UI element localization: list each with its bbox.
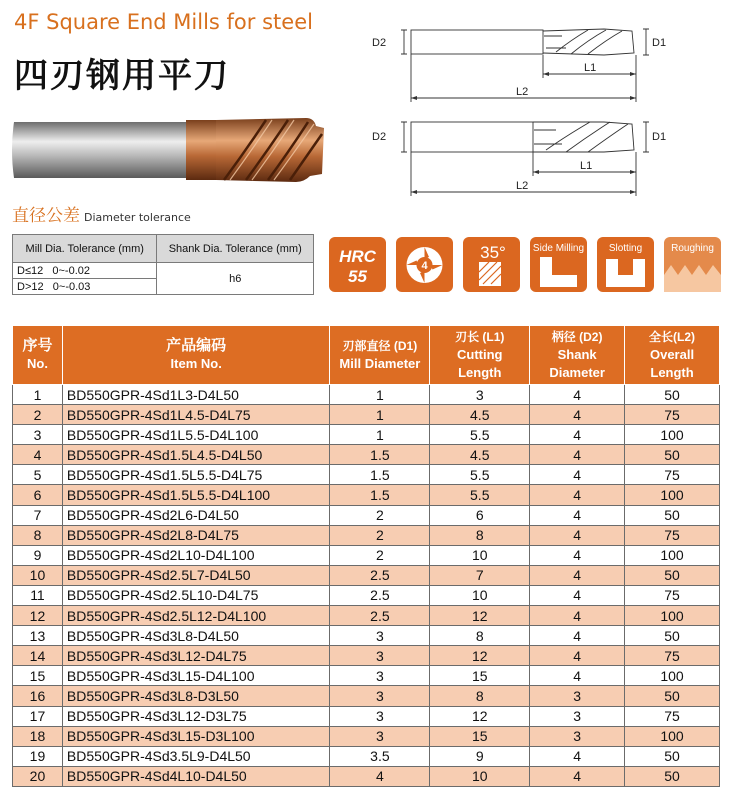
cell-no: 4 xyxy=(13,445,63,465)
cell-no: 18 xyxy=(13,726,63,746)
cell-l1: 10 xyxy=(430,766,530,786)
roughing-icon xyxy=(664,237,721,292)
cell-no: 3 xyxy=(13,425,63,445)
header-l2-zh: 全长(L2) xyxy=(649,330,696,344)
cell-item: BD550GPR-4Sd3L12-D3L75 xyxy=(62,706,330,726)
table-row xyxy=(13,585,720,605)
cell-d1: 3 xyxy=(330,706,430,726)
cell-l1: 6 xyxy=(430,505,530,525)
cell-l1: 8 xyxy=(430,626,530,646)
side-milling-icon xyxy=(530,237,587,292)
cell-d2: 4 xyxy=(530,485,625,505)
cell-l2: 100 xyxy=(625,606,720,626)
header-no-zh: 序号 xyxy=(22,337,53,354)
header-no-en: No. xyxy=(26,356,48,371)
cell-item: BD550GPR-4Sd3L8-D3L50 xyxy=(62,686,330,706)
cell-l1: 5.5 xyxy=(430,485,530,505)
header-d2 xyxy=(530,326,625,385)
header-l2-en1: Overall xyxy=(649,347,695,362)
cell-d2: 4 xyxy=(530,666,625,686)
cell-d2: 4 xyxy=(530,465,625,485)
cell-item: BD550GPR-4Sd2.5L7-D4L50 xyxy=(62,565,330,585)
cell-l2: 50 xyxy=(625,385,720,405)
cell-no: 2 xyxy=(13,405,63,425)
cell-no: 14 xyxy=(13,646,63,666)
shank-tolerance-value: h6 xyxy=(157,263,314,295)
cell-d2: 3 xyxy=(530,726,625,746)
cell-l1: 10 xyxy=(430,545,530,565)
cell-d2: 4 xyxy=(530,746,625,766)
header-item xyxy=(62,326,330,385)
cell-item: BD550GPR-4Sd2.5L12-D4L100 xyxy=(62,606,330,626)
diagram2-d1-label: D1 xyxy=(652,131,667,143)
cell-d2: 4 xyxy=(530,766,625,786)
cell-no: 16 xyxy=(13,686,63,706)
header-d1 xyxy=(330,326,430,385)
cell-item: BD550GPR-4Sd4L10-D4L50 xyxy=(62,766,330,786)
cell-d1: 2.5 xyxy=(330,585,430,605)
cell-item: BD550GPR-4Sd2L10-D4L100 xyxy=(62,545,330,565)
cell-d1: 3.5 xyxy=(330,746,430,766)
cell-d1: 1 xyxy=(330,385,430,405)
cell-l2: 50 xyxy=(625,626,720,646)
cell-d1: 3 xyxy=(330,686,430,706)
cell-d2: 3 xyxy=(530,686,625,706)
diagram1-d1-label: D1 xyxy=(652,37,667,49)
cell-d1: 2 xyxy=(330,545,430,565)
cell-no: 11 xyxy=(13,585,63,605)
roughing-label: Roughing xyxy=(671,243,714,254)
hrc-text: HRC xyxy=(339,247,376,266)
cell-item: BD550GPR-4Sd1.5L5.5-D4L100 xyxy=(62,485,330,505)
cell-d2: 4 xyxy=(530,545,625,565)
cell-item: BD550GPR-4Sd2L8-D4L75 xyxy=(62,525,330,545)
cell-l1: 12 xyxy=(430,706,530,726)
helix-angle-value: 35° xyxy=(480,243,506,262)
hrc-icon xyxy=(329,237,386,292)
cell-d2: 4 xyxy=(530,626,625,646)
end-mill-diagram-long-neck xyxy=(366,22,686,108)
four-flute-badge xyxy=(396,237,453,292)
table-row xyxy=(13,646,720,666)
diagram2-l2-label: L2 xyxy=(516,180,529,192)
tolerance-row-2 xyxy=(13,279,157,295)
cell-l2: 75 xyxy=(625,585,720,605)
cell-d1: 3 xyxy=(330,666,430,686)
cell-d1: 4 xyxy=(330,766,430,786)
cell-d1: 1.5 xyxy=(330,445,430,465)
cell-l1: 12 xyxy=(430,606,530,626)
cell-d2: 4 xyxy=(530,585,625,605)
cell-l1: 10 xyxy=(430,585,530,605)
cell-no: 7 xyxy=(13,505,63,525)
cell-l1: 9 xyxy=(430,746,530,766)
table-row xyxy=(13,686,720,706)
tolerance-table xyxy=(12,234,314,295)
cell-item: BD550GPR-4Sd3.5L9-D4L50 xyxy=(62,746,330,766)
diagram2-l1-label: L1 xyxy=(580,160,593,172)
flute-count: 4 xyxy=(421,260,428,272)
diagram1-l2-label: L2 xyxy=(516,86,529,98)
cell-d2: 4 xyxy=(530,606,625,626)
cell-d2: 4 xyxy=(530,425,625,445)
cell-l1: 15 xyxy=(430,666,530,686)
table-row xyxy=(13,726,720,746)
end-mill-product-image xyxy=(10,104,332,196)
cell-l2: 50 xyxy=(625,565,720,585)
table-row xyxy=(13,565,720,585)
cell-l1: 8 xyxy=(430,525,530,545)
header-l2-en2: Length xyxy=(650,365,694,380)
table-row xyxy=(13,746,720,766)
hrc-55-badge xyxy=(329,237,386,292)
cell-d1: 1.5 xyxy=(330,465,430,485)
cell-d1: 3 xyxy=(330,626,430,646)
table-row xyxy=(13,485,720,505)
table-row xyxy=(13,706,720,726)
cell-no: 9 xyxy=(13,545,63,565)
side-milling-label: Side Milling xyxy=(532,243,585,254)
table-row xyxy=(13,385,720,405)
cell-l2: 75 xyxy=(625,405,720,425)
header-l1-en2: Length xyxy=(458,365,502,380)
cell-l1: 12 xyxy=(430,646,530,666)
page-title-zh: 四刃钢用平刀 xyxy=(14,56,230,96)
product-table xyxy=(12,325,720,787)
table-row xyxy=(13,445,720,465)
header-item-en: Item No. xyxy=(170,356,222,371)
cell-d2: 4 xyxy=(530,445,625,465)
cell-item: BD550GPR-4Sd2L6-D4L50 xyxy=(62,505,330,525)
header-d2-zh: 柄径 (D2) xyxy=(551,330,603,344)
cell-no: 17 xyxy=(13,706,63,726)
page-title-en: 4F Square End Mills for steel xyxy=(14,10,313,34)
table-row xyxy=(13,606,720,626)
table-row xyxy=(13,545,720,565)
cell-d2: 4 xyxy=(530,565,625,585)
cell-l2: 100 xyxy=(625,666,720,686)
tolerance-title-zh: 直径公差 xyxy=(12,206,80,226)
cell-no: 6 xyxy=(13,485,63,505)
cell-l1: 3 xyxy=(430,385,530,405)
cell-item: BD550GPR-4Sd3L12-D4L75 xyxy=(62,646,330,666)
cell-no: 19 xyxy=(13,746,63,766)
helix-angle-icon xyxy=(463,237,520,292)
header-l1-en1: Cutting xyxy=(457,347,503,362)
table-row xyxy=(13,666,720,686)
tolerance-title xyxy=(12,201,191,226)
cell-l2: 75 xyxy=(625,646,720,666)
cell-d2: 4 xyxy=(530,525,625,545)
table-row xyxy=(13,525,720,545)
cell-d2: 4 xyxy=(530,646,625,666)
diagram1-l1-label: L1 xyxy=(584,62,597,74)
diagram2-d2-label: D2 xyxy=(372,131,387,143)
slotting-label: Slotting xyxy=(608,243,643,254)
cell-item: BD550GPR-4Sd1L5.5-D4L100 xyxy=(62,425,330,445)
cell-no: 10 xyxy=(13,565,63,585)
cell-l1: 5.5 xyxy=(430,425,530,445)
tolerance-header-mill: Mill Dia. Tolerance (mm) xyxy=(13,235,157,263)
table-row xyxy=(13,766,720,786)
cell-item: BD550GPR-4Sd3L15-D4L100 xyxy=(62,666,330,686)
header-d2-en1: Shank xyxy=(557,347,597,362)
cell-item: BD550GPR-4Sd1.5L5.5-D4L75 xyxy=(62,465,330,485)
tolerance-header-shank: Shank Dia. Tolerance (mm) xyxy=(157,235,314,263)
cell-item: BD550GPR-4Sd1.5L4.5-D4L50 xyxy=(62,445,330,465)
slotting-icon xyxy=(597,237,654,292)
cell-l1: 4.5 xyxy=(430,445,530,465)
cell-d1: 2.5 xyxy=(330,606,430,626)
cell-d1: 2 xyxy=(330,525,430,545)
cell-d1: 1.5 xyxy=(330,485,430,505)
header-d1-zh: 刃部直径 (D1) xyxy=(342,339,418,353)
cell-d1: 3 xyxy=(330,646,430,666)
table-row xyxy=(13,465,720,485)
table-row xyxy=(13,405,720,425)
cell-item: BD550GPR-4Sd2.5L10-D4L75 xyxy=(62,585,330,605)
cell-l1: 5.5 xyxy=(430,465,530,485)
cell-d1: 1 xyxy=(330,425,430,445)
header-d1-en: Mill Diameter xyxy=(339,356,421,371)
header-d2-en2: Diameter xyxy=(549,365,605,380)
cell-item: BD550GPR-4Sd1L3-D4L50 xyxy=(62,385,330,405)
cell-d2: 4 xyxy=(530,385,625,405)
cell-l1: 15 xyxy=(430,726,530,746)
cell-l2: 75 xyxy=(625,706,720,726)
tolerance-value: 0~-0.03 xyxy=(52,280,91,293)
tolerance-title-en: Diameter tolerance xyxy=(84,211,191,224)
tolerance-value: 0~-0.02 xyxy=(52,264,91,277)
diagram1-d2-label: D2 xyxy=(372,37,387,49)
cell-l2: 100 xyxy=(625,726,720,746)
cell-no: 20 xyxy=(13,766,63,786)
cell-no: 15 xyxy=(13,666,63,686)
cell-l2: 75 xyxy=(625,465,720,485)
table-row xyxy=(13,425,720,445)
cell-d1: 3 xyxy=(330,726,430,746)
cell-no: 13 xyxy=(13,626,63,646)
cell-no: 12 xyxy=(13,606,63,626)
cell-d2: 3 xyxy=(530,706,625,726)
cell-no: 1 xyxy=(13,385,63,405)
cell-item: BD550GPR-4Sd3L8-D4L50 xyxy=(62,626,330,646)
tolerance-range: D>12 xyxy=(17,280,44,293)
cell-l2: 50 xyxy=(625,766,720,786)
cell-d1: 2 xyxy=(330,505,430,525)
tolerance-row-1 xyxy=(13,263,157,279)
cell-item: BD550GPR-4Sd1L4.5-D4L75 xyxy=(62,405,330,425)
cell-d2: 4 xyxy=(530,505,625,525)
tolerance-range: D≤12 xyxy=(17,264,44,277)
cell-l2: 100 xyxy=(625,425,720,445)
header-no xyxy=(13,326,63,385)
cell-l2: 50 xyxy=(625,445,720,465)
header-l1 xyxy=(430,326,530,385)
cell-l2: 50 xyxy=(625,686,720,706)
cell-l2: 50 xyxy=(625,746,720,766)
four-flute-icon xyxy=(396,237,453,292)
cell-no: 5 xyxy=(13,465,63,485)
cell-d1: 1 xyxy=(330,405,430,425)
end-mill-diagram-standard xyxy=(366,116,686,202)
slotting-badge xyxy=(597,237,654,292)
roughing-badge xyxy=(664,237,721,292)
cell-l2: 100 xyxy=(625,485,720,505)
header-l1-zh: 刃长 (L1) xyxy=(455,330,505,344)
table-row xyxy=(13,505,720,525)
cell-d2: 4 xyxy=(530,405,625,425)
header-l2 xyxy=(625,326,720,385)
cell-l2: 75 xyxy=(625,525,720,545)
side-milling-badge xyxy=(530,237,587,292)
cell-l2: 50 xyxy=(625,505,720,525)
cell-l2: 100 xyxy=(625,545,720,565)
cell-l1: 4.5 xyxy=(430,405,530,425)
cell-l1: 8 xyxy=(430,686,530,706)
cell-d1: 2.5 xyxy=(330,565,430,585)
cell-item: BD550GPR-4Sd3L15-D3L100 xyxy=(62,726,330,746)
hrc-value: 55 xyxy=(348,267,367,286)
cell-l1: 7 xyxy=(430,565,530,585)
header-item-zh: 产品编码 xyxy=(166,337,227,354)
helix-35-badge xyxy=(463,237,520,292)
cell-no: 8 xyxy=(13,525,63,545)
table-row xyxy=(13,626,720,646)
